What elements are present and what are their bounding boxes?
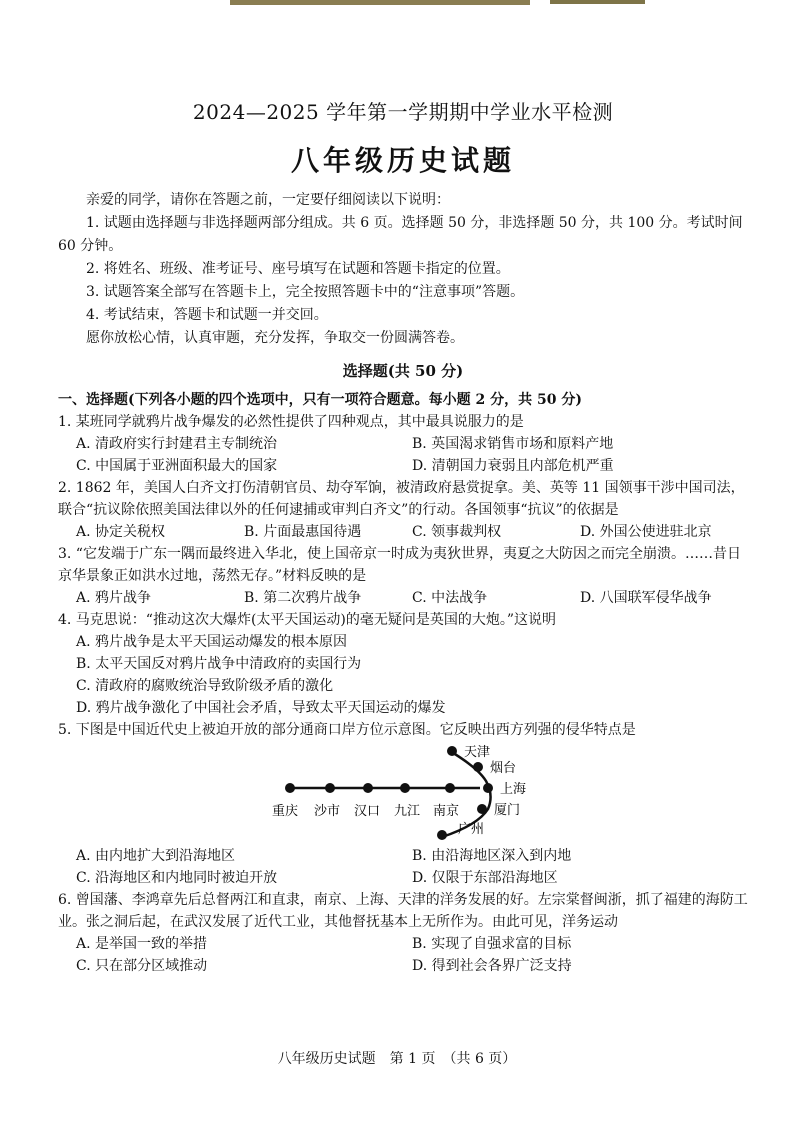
option-d: D. 仅限于东部沿海地区: [412, 870, 558, 886]
option-d: D. 外国公使进驻北京: [580, 524, 712, 540]
exam-title: 2024—2025 学年第一学期期中学业水平检测: [192, 100, 614, 124]
city-label: 南京: [433, 804, 460, 819]
city-label: 烟台: [490, 761, 517, 776]
question-stem: 2. 1862 年，美国人白齐文打伤清朝官员、劫夺军饷，被清政府悬赏捉拿。美、英等 11 国领事干涉中国司法，联合“抗议除依照美国法律以外的任何逮捕或审判白齐文”的行动。各国领事“抗议”的依据是: [58, 480, 745, 518]
question-options: [58, 521, 748, 543]
city-label: 九江: [394, 804, 421, 819]
city-dot-yantai: [473, 762, 483, 772]
option-a: A. 协定关税权: [76, 524, 166, 540]
option-b: B. 太平天国反对鸦片战争中清政府的卖国行为: [76, 656, 362, 672]
treaty-port-map: [58, 743, 748, 843]
section-instruction: 一、选择题(下列各小题的四个选项中，只有一项符合题意。每小题 2 分，共 50 分): [58, 392, 582, 408]
city-dot-jiujiang: [400, 783, 410, 793]
option-d: D. 八国联军侵华战争: [580, 590, 712, 606]
question-stem: 3. “它发端于广东一隅而最终进入华北，使上国帝京一时成为夷狄世界，夷夏之大防因之而完全崩溃。……昔日京华景象正如洪水过地，荡然无存。”材料反映的是: [58, 546, 741, 584]
city-label: 重庆: [272, 804, 299, 819]
question-options: [58, 845, 748, 889]
instruction-line: 亲爱的同学，请你在答题之前，一定要仔细阅读以下说明：: [86, 192, 450, 208]
option-a: A. 鸦片战争: [76, 590, 152, 606]
city-dot-xiamen: [477, 804, 487, 814]
option-b: B. 实现了自强求富的目标: [412, 936, 572, 952]
instruction-line: 愿你放松心情，认真审题，充分发挥，争取交一份圆满答卷。: [86, 330, 464, 346]
option-c: C. 中法战争: [412, 590, 488, 606]
option-b: B. 英国渴求销售市场和原料产地: [412, 436, 614, 452]
exam-page: [58, 96, 748, 977]
option-a: A. 鸦片战争是太平天国运动爆发的根本原因: [76, 634, 348, 650]
question-options: [58, 933, 748, 977]
option-c: C. 清政府的腐败统治导致阶级矛盾的激化: [76, 678, 334, 694]
city-dot-chongqing: [285, 783, 295, 793]
option-c: C. 只在部分区域推动: [76, 958, 208, 974]
instruction-line: 1. 试题由选择题与非选择题两部分组成。共 6 页。选择题 50 分，非选择题 50 分，共 100 分。考试时间 60 分钟。: [58, 215, 743, 254]
question-options: [58, 631, 748, 719]
instruction-line: 2. 将姓名、班级、准考证号、座号填写在试题和答题卡指定的位置。: [86, 261, 510, 277]
question-4: [58, 609, 748, 719]
instruction-line: 4. 考试结束，答题卡和试题一并交回。: [86, 307, 328, 323]
question-options: [58, 587, 748, 609]
scan-edge-mark: [230, 0, 530, 5]
question-1: [58, 411, 748, 477]
question-5: [58, 719, 748, 889]
city-label: 天津: [464, 745, 491, 760]
city-dot-nanjing: [445, 783, 455, 793]
instructions: [58, 189, 748, 350]
question-3: [58, 543, 748, 609]
option-c: C. 领事裁判权: [412, 524, 502, 540]
question-stem: 6. 曾国藩、李鸿章先后总督两江和直隶，南京、上海、天津的洋务发展的好。左宗棠督闽浙，抓了福建的海防工业。张之洞后起，在武汉发展了近代工业，其他督抚基本上无所作为。由此可见，洋务运动: [58, 892, 748, 930]
question-stem: 5. 下图是中国近代史上被迫开放的部分通商口岸方位示意图。它反映出西方列强的侵华特点是: [58, 722, 636, 738]
option-b: B. 片面最惠国待遇: [244, 524, 362, 540]
question-6: [58, 889, 748, 977]
city-dot-shashi: [325, 783, 335, 793]
option-d: D. 得到社会各界广泛支持: [412, 958, 572, 974]
question-2: [58, 477, 748, 543]
city-label: 上海: [500, 782, 527, 797]
option-d: D. 清朝国力衰弱且内部危机严重: [412, 458, 614, 474]
section-title: 选择题(共 50 分): [342, 362, 464, 380]
exam-subject-title: 八年级历史试题: [290, 144, 515, 177]
option-a: A. 清政府实行封建君主专制统治: [76, 436, 278, 452]
option-a: A. 由内地扩大到沿海地区: [76, 848, 236, 864]
city-label: 广州: [458, 822, 485, 837]
option-d: D. 鸦片战争激化了中国社会矛盾，导致太平天国运动的爆发: [76, 700, 446, 716]
city-label: 汉口: [354, 804, 381, 819]
city-dot-shanghai: [483, 783, 493, 793]
option-c: C. 中国属于亚洲面积最大的国家: [76, 458, 278, 474]
city-label: 沙市: [314, 804, 341, 819]
city-dot-guangzhou: [437, 830, 447, 840]
option-a: A. 是举国一致的举措: [76, 936, 208, 952]
page-footer: 八年级历史试题 第 1 页 （共 6 页）: [277, 1051, 517, 1067]
question-options: [58, 433, 748, 477]
port-map-diagram: [58, 743, 748, 843]
city-dot-tianjin: [447, 746, 457, 756]
city-dot-hankou: [363, 783, 373, 793]
scan-edge-mark-2: [550, 0, 645, 4]
city-label: 厦门: [494, 803, 521, 818]
question-stem: 4. 马克思说：“推动这次大爆炸(太平天国运动)的毫无疑问是英国的大炮。”这说明: [58, 612, 557, 628]
option-b: B. 由沿海地区深入到内地: [412, 848, 572, 864]
option-c: C. 沿海地区和内地同时被迫开放: [76, 870, 278, 886]
option-b: B. 第二次鸦片战争: [244, 590, 362, 606]
question-stem: 1. 某班同学就鸦片战争爆发的必然性提供了四种观点，其中最具说服力的是: [58, 414, 524, 430]
instruction-line: 3. 试题答案全部写在答题卡上，完全按照答题卡中的“注意事项”答题。: [86, 284, 525, 300]
